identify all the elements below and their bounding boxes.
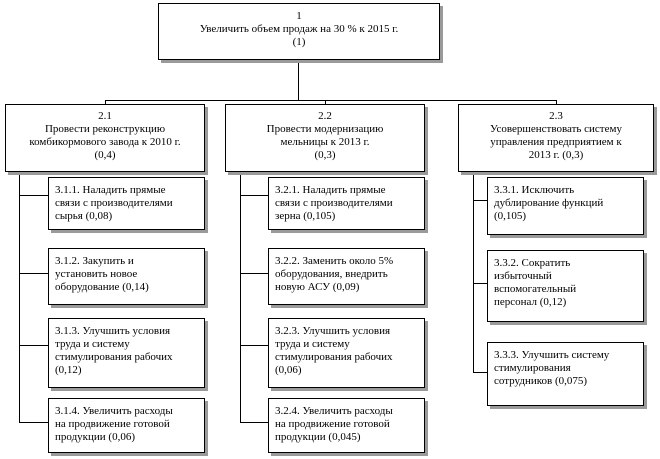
connector-task-3-3-3 <box>473 372 487 373</box>
task-line: на продвижение готовой <box>275 418 390 430</box>
connector-task-3-1-3 <box>19 345 48 346</box>
task-line: 3.2.2. Заменить около 5% <box>275 255 394 267</box>
task-line: оборудования, внедрить <box>275 268 388 280</box>
root-goal-number: 1 <box>296 10 302 22</box>
task-line: персонал (0,12) <box>494 296 567 308</box>
task-line: продукции (0,045) <box>275 431 361 443</box>
root-goal-title: Увеличить объем продаж на 30 % к 2015 г. <box>199 23 399 35</box>
task-node-3-3-3 <box>487 342 644 406</box>
branch-title-line: Усовершенствовать систему <box>490 123 622 135</box>
task-node-3-1-3 <box>48 318 205 388</box>
task-line: установить новое <box>55 268 138 280</box>
task-line: (0,105) <box>494 210 527 222</box>
task-line: сотрудников (0,075) <box>494 375 588 387</box>
branch-number: 2.1 <box>98 110 112 122</box>
task-line: связи с производителями <box>55 197 173 209</box>
task-line: дублирование функций <box>494 197 604 209</box>
task-line: труда и систему <box>275 338 350 350</box>
connector-task-3-3-1 <box>473 200 487 201</box>
task-line: 3.3.1. Исключить <box>494 184 575 196</box>
task-line: вспомогательный <box>494 283 577 295</box>
task-line: стимулирования рабочих <box>275 351 393 363</box>
task-line: избыточный <box>494 270 552 282</box>
branch-title-line: Провести модернизацию <box>266 123 384 135</box>
task-line: 3.2.1. Наладить прямые <box>275 184 386 196</box>
branch-weight: (0,4) <box>94 149 116 161</box>
connector-task-3-2-2 <box>240 273 268 274</box>
connector-root-down <box>298 60 299 101</box>
task-line: зерна (0,105) <box>275 210 336 222</box>
task-node-3-2-3 <box>268 318 425 388</box>
connector-task-3-3-2 <box>473 283 487 284</box>
task-line: на продвижение готовой <box>55 418 170 430</box>
branch-weight: (0,3) <box>314 149 336 161</box>
connector-branch-2-trunk <box>240 172 241 423</box>
connector-branch-3-trunk <box>473 172 474 373</box>
task-node-3-2-2 <box>268 248 425 305</box>
task-line: 3.3.2. Сократить <box>494 257 571 269</box>
task-line: стимулирования <box>494 362 571 374</box>
connector-branch-1-trunk <box>19 172 20 423</box>
connector-task-3-2-1 <box>240 195 268 196</box>
connector-task-3-1-1 <box>19 195 48 196</box>
connector-task-3-2-3 <box>240 345 268 346</box>
task-node-3-1-4 <box>48 398 205 453</box>
task-line: 3.1.3. Улучшить условия <box>55 325 171 337</box>
connector-task-3-1-4 <box>19 422 48 423</box>
task-node-3-3-1 <box>487 177 644 235</box>
task-line: новую АСУ (0,09) <box>275 281 360 293</box>
task-line: (0,06) <box>275 364 302 376</box>
task-node-3-3-2 <box>487 250 644 322</box>
branch-title-line: 2013 г. (0,3) <box>528 149 584 161</box>
task-node-3-2-4 <box>268 398 425 453</box>
task-line: сырья (0,08) <box>55 210 113 222</box>
task-line: 3.2.4. Увеличить расходы <box>275 405 393 417</box>
branch-title-line: управления предприятием к <box>490 136 622 148</box>
branch-node-2-3 <box>458 104 654 172</box>
task-line: 3.3.3. Улучшить систему <box>494 349 610 361</box>
task-line: оборудование (0,14) <box>55 281 149 293</box>
branch-title-line: Провести реконструкцию <box>44 123 166 135</box>
root-goal-node <box>158 3 440 60</box>
task-line: стимулирования рабочих <box>55 351 173 363</box>
branch-node-2-1 <box>5 104 205 172</box>
task-line: связи с производителями <box>275 197 393 209</box>
task-line: 3.2.3. Улучшить условия <box>275 325 391 337</box>
task-line: (0,12) <box>55 364 82 376</box>
task-line: труда и систему <box>55 338 130 350</box>
root-goal-weight: (1) <box>292 36 306 48</box>
task-line: 3.1.4. Увеличить расходы <box>55 405 173 417</box>
branch-node-2-2 <box>225 104 425 172</box>
task-line: 3.1.2. Закупить и <box>55 255 134 267</box>
task-node-3-1-2 <box>48 248 205 305</box>
branch-title-line: мельницы к 2013 г. <box>280 136 370 148</box>
branch-title-line: комбикормового завода к 2010 г. <box>29 136 181 148</box>
connector-task-3-1-2 <box>19 273 48 274</box>
branch-number: 2.3 <box>549 110 563 122</box>
connector-task-3-2-4 <box>240 422 268 423</box>
task-line: продукции (0,06) <box>55 431 135 443</box>
task-node-3-2-1 <box>268 177 425 230</box>
task-line: 3.1.1. Наладить прямые <box>55 184 166 196</box>
task-node-3-1-1 <box>48 177 205 230</box>
connector-level2-bar <box>105 100 557 101</box>
branch-number: 2.2 <box>318 110 332 122</box>
